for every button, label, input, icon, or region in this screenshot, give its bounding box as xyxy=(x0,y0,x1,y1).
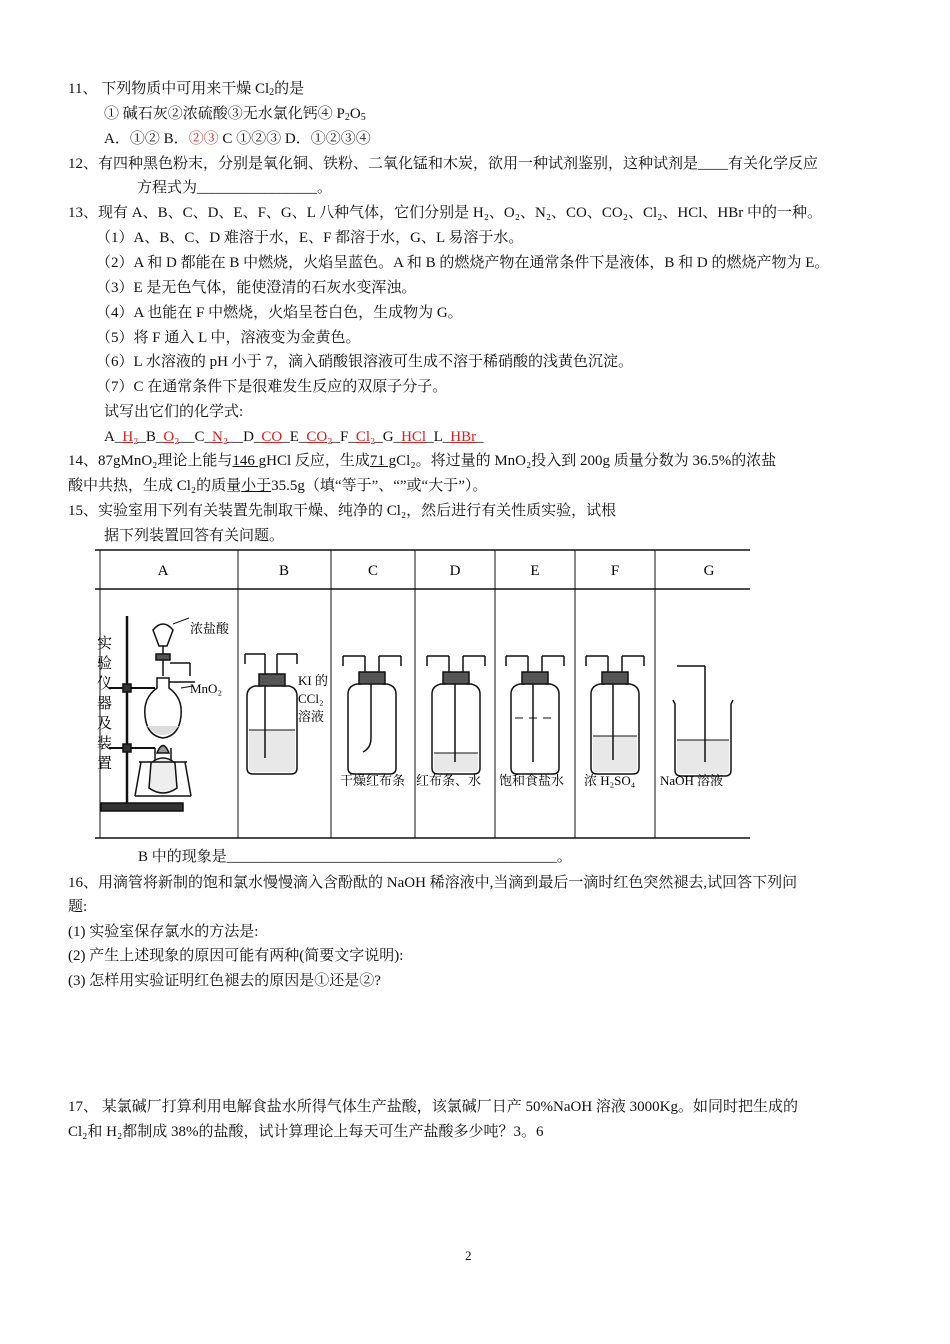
q13-condition-6: （6）L 水溶液的 pH 小于 7，滴入硝酸银溶液可生成不溶于稀硝酸的浅黄色沉淀。 xyxy=(96,354,633,370)
svg-text:仪: 仪 xyxy=(97,676,113,692)
q13-ask: 试写出它们的化学式: xyxy=(104,404,244,420)
label-dry-cloth: 干燥红布条 xyxy=(340,773,406,788)
q13-condition-1: （1）A、B、C、D 难溶于水，E、F 都溶于水，G、L 易溶于水。 xyxy=(96,230,524,246)
q13-condition-2: （2）A 和 D 都能在 B 中燃烧，火焰呈蓝色。A 和 B 的燃烧产物在通常条件下是液体，B 和 D 的燃烧产物为 E。 xyxy=(96,255,830,271)
col-header-a: A xyxy=(157,563,169,579)
q13-condition-5: （5）将 F 通入 L 中，溶液变为金黄色。 xyxy=(96,330,361,346)
q16-sub3: (3) 怎样用实验证明红色褪去的原因是①还是②? xyxy=(68,973,381,989)
q11-options: ① 碱石灰②浓硫酸③无水氯化钙④ $P_2O_5$ xyxy=(104,106,366,123)
svg-text:及: 及 xyxy=(97,716,113,732)
apparatus-diagram xyxy=(95,548,755,843)
q17-line2: Cl₂和 H₂都制成 38%的盐酸，试计算理论上每天可生产盐酸多少吨？3。6 xyxy=(68,1124,544,1140)
label-mno2: MnO₂ xyxy=(190,681,222,696)
q11-choices: A．①② B．②③ C ①②③ D．①②③④ xyxy=(104,131,371,147)
q13-condition-3: （3）E 是无色气体，能使澄清的石灰水变浑浊。 xyxy=(96,280,417,296)
col-header-b: B xyxy=(278,563,290,579)
q13-condition-7: （7）C 在通常条件下是很难发生反应的双原子分子。 xyxy=(96,379,448,395)
label-conc-hcl: 浓盐酸 xyxy=(190,621,230,636)
q13-condition-4: （4）A 也能在 F 中燃烧，火焰呈苍白色，生成物为 G。 xyxy=(96,305,463,321)
q11-answer: ②③ xyxy=(188,131,219,147)
q16-line2: 题: xyxy=(68,899,88,915)
label-brine: 饱和食盐水 xyxy=(499,773,565,788)
q16-sub1: (1) 实验室保存氯水的方法是: xyxy=(68,924,259,940)
q15-b-observation: B 中的现象是____________________________________________。 xyxy=(138,849,572,865)
q13-intro: 13、现有 A、B、C、D、E、F、G、L 八种气体，它们分别是 H₂、O₂、N₂、CO、CO₂、Cl₂、HCl、HBr 中的一种。 xyxy=(68,205,822,221)
page-number: 2 xyxy=(465,1248,472,1263)
q14-line2: 酸中共热，生成 Cl₂的质量小于35.5g（填“等于”、“”或“大于”）。 xyxy=(68,478,488,494)
svg-text:器: 器 xyxy=(97,696,113,712)
q13-answers: A_H₂_B_O₂__C_N₂__D_CO_E_CO₂_F_Cl₂_G_HCl_L_HBr_ xyxy=(104,429,484,445)
col-header-e: E xyxy=(530,563,540,579)
apparatus-a-generator xyxy=(101,616,195,811)
q17-line1: 17、 某氯碱厂打算利用电解食盐水所得气体生产盐酸，该氯碱厂日产 50%NaOH 溶液 3000Kg。如同时把生成的 xyxy=(68,1099,798,1115)
label-cloth-water: 红布条、水 xyxy=(416,773,482,788)
col-header-g: G xyxy=(703,563,715,579)
q16-sub2: (2) 产生上述现象的原因可能有两种(简要文字说明): xyxy=(68,948,404,964)
label-h2so4: 浓 H₂SO₄ xyxy=(584,773,636,788)
label-naoh: NaOH 溶液 xyxy=(660,773,724,788)
label-ki-line2: CCl₂ xyxy=(298,691,324,706)
q12-line1: 12、有四种黑色粉末，分别是氧化铜、铁粉、二氧化锰和木炭，欲用一种试剂鉴别，这种试剂是____有关化学反应 xyxy=(68,156,819,172)
col-header-c: C xyxy=(367,563,379,579)
svg-text:验: 验 xyxy=(97,656,113,672)
apparatus-e-bottle xyxy=(506,656,564,774)
q11-stem: 11、 下列物质中可用来干燥 $Cl_2$的是 xyxy=(68,81,305,98)
apparatus-d-bottle xyxy=(427,656,485,774)
side-label xyxy=(97,635,112,772)
label-ki-line1: KI 的 xyxy=(298,673,328,688)
apparatus-b-ki-bottle xyxy=(245,654,297,774)
q14-line1: 14、87gMnO₂理论上能与146 gHCl 反应，生成71 gCl₂。将过量的 MnO₂投入到 200g 质量分数为 36.5%的浓盐 xyxy=(68,453,777,469)
svg-text:置: 置 xyxy=(97,756,113,772)
apparatus-f-bottle xyxy=(586,656,644,774)
svg-text:装: 装 xyxy=(97,736,113,752)
label-ki-line3: 溶液 xyxy=(298,709,325,724)
svg-text:实: 实 xyxy=(97,636,113,652)
q16-line1: 16、用滴管将新制的饱和氯水慢慢滴入含酚酞的 NaOH 稀溶液中,当滴到最后一滴时红色突然褪去,试回答下列问 xyxy=(68,875,798,891)
q15-line2: 据下列装置回答有关问题。 xyxy=(104,528,285,544)
apparatus-g-beaker xyxy=(673,666,733,776)
col-header-d: D xyxy=(449,563,461,579)
q12-line2: 方程式为________________。 xyxy=(137,180,333,196)
apparatus-c-bottle xyxy=(343,656,401,774)
q15-line1: 15、实验室用下列有关装置先制取干燥、纯净的 Cl₂，然后进行有关性质实验，试根 xyxy=(68,503,617,519)
col-header-f: F xyxy=(610,563,620,579)
